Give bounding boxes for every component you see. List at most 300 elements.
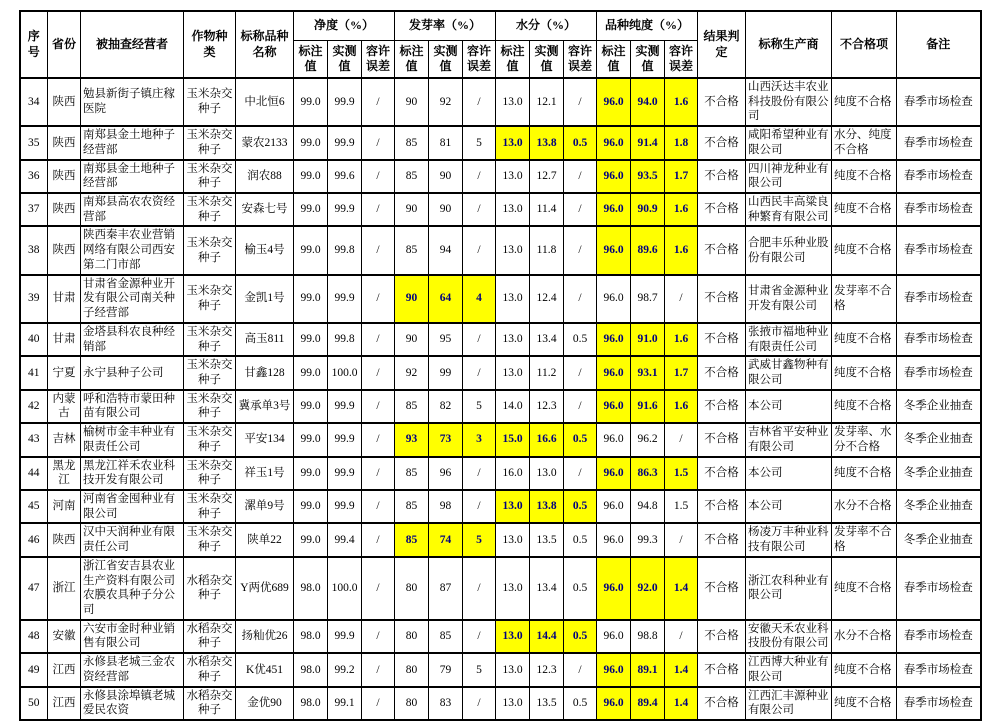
cell-producer: 本公司	[746, 457, 832, 490]
cell-producer: 甘肃省金源种业开发有限公司	[746, 275, 832, 323]
cell-purity-tolerance: /	[362, 126, 395, 159]
cell-crop: 玉米杂交种子	[184, 275, 236, 323]
cell-purity-tolerance: /	[362, 226, 395, 274]
cell-germination-tolerance: 5	[463, 523, 496, 556]
cell-variety: Y两优689	[236, 557, 294, 620]
cell-crop: 玉米杂交种子	[184, 126, 236, 159]
cell-serial: 48	[20, 620, 48, 653]
cell-purity-measured: 99.8	[328, 323, 362, 356]
cell-producer: 山西民丰高粱良种繁育有限公司	[746, 193, 832, 226]
cell-note: 春季市场检查	[897, 126, 981, 159]
cell-germination-measured: 90	[429, 193, 463, 226]
table-row	[20, 323, 981, 356]
cell-variety: 金凯1号	[236, 275, 294, 323]
cell-purity-tolerance: /	[362, 78, 395, 126]
cell-germination-tolerance: 5	[463, 653, 496, 686]
cell-operator: 南郑县金土地种子经营部	[81, 126, 184, 159]
cell-purity-measured: 99.1	[328, 687, 362, 720]
cell-variety-purity-measured: 94.8	[631, 490, 665, 523]
header-germination-labeled: 标注值	[395, 41, 429, 79]
cell-moisture-labeled: 13.0	[496, 126, 530, 159]
cell-moisture-measured: 16.6	[530, 423, 564, 456]
cell-moisture-labeled: 15.0	[496, 423, 530, 456]
cell-moisture-labeled: 13.0	[496, 490, 530, 523]
cell-germination-tolerance: /	[463, 557, 496, 620]
cell-moisture-measured: 11.2	[530, 356, 564, 389]
cell-germination-measured: 96	[429, 457, 463, 490]
cell-variety-purity-measured: 90.9	[631, 193, 665, 226]
cell-moisture-measured: 13.5	[530, 687, 564, 720]
cell-result: 不合格	[698, 226, 746, 274]
cell-producer: 山西沃达丰农业科技股份有限公司	[746, 78, 832, 126]
cell-germination-measured: 83	[429, 687, 463, 720]
cell-moisture-tolerance: 0.5	[564, 523, 597, 556]
cell-variety: 扬籼优26	[236, 620, 294, 653]
cell-result: 不合格	[698, 523, 746, 556]
table-row	[20, 423, 981, 456]
cell-moisture-measured: 12.3	[530, 653, 564, 686]
cell-germination-labeled: 85	[395, 457, 429, 490]
cell-purity-measured: 99.2	[328, 653, 362, 686]
cell-province: 宁夏	[48, 356, 81, 389]
cell-germination-tolerance: 4	[463, 275, 496, 323]
cell-variety-purity-measured: 89.4	[631, 687, 665, 720]
cell-crop: 玉米杂交种子	[184, 226, 236, 274]
cell-germination-measured: 92	[429, 78, 463, 126]
cell-variety: 金优90	[236, 687, 294, 720]
cell-germination-labeled: 90	[395, 323, 429, 356]
cell-province: 陕西	[48, 160, 81, 193]
cell-germination-tolerance: 3	[463, 423, 496, 456]
cell-purity-labeled: 99.0	[294, 126, 328, 159]
cell-fail-items: 纯度不合格	[832, 557, 897, 620]
cell-moisture-tolerance: /	[564, 160, 597, 193]
cell-variety-purity-tolerance: 1.5	[665, 457, 698, 490]
cell-variety-purity-labeled: 96.0	[597, 457, 631, 490]
cell-operator: 南郑县金土地种子经营部	[81, 160, 184, 193]
cell-purity-tolerance: /	[362, 620, 395, 653]
header-moisture-measured: 实测值	[530, 41, 564, 79]
cell-operator: 甘肃省金源种业开发有限公司南关种子经营部	[81, 275, 184, 323]
cell-crop: 水稻杂交种子	[184, 620, 236, 653]
cell-serial: 43	[20, 423, 48, 456]
cell-purity-tolerance: /	[362, 490, 395, 523]
cell-crop: 玉米杂交种子	[184, 193, 236, 226]
cell-moisture-measured: 13.8	[530, 126, 564, 159]
cell-variety-purity-tolerance: 1.6	[665, 193, 698, 226]
cell-note: 春季市场检查	[897, 356, 981, 389]
header-variety-purity-labeled: 标注值	[597, 41, 631, 79]
cell-purity-labeled: 99.0	[294, 390, 328, 423]
cell-crop: 玉米杂交种子	[184, 423, 236, 456]
cell-fail-items: 纯度不合格	[832, 226, 897, 274]
cell-serial: 44	[20, 457, 48, 490]
cell-operator: 汉中天润种业有限责任公司	[81, 523, 184, 556]
cell-variety-purity-tolerance: 1.4	[665, 687, 698, 720]
cell-germination-labeled: 85	[395, 390, 429, 423]
cell-moisture-tolerance: 0.5	[564, 687, 597, 720]
cell-purity-labeled: 99.0	[294, 356, 328, 389]
cell-province: 陕西	[48, 226, 81, 274]
cell-producer: 杨凌万丰种业科技有限公司	[746, 523, 832, 556]
cell-variety: 平安134	[236, 423, 294, 456]
cell-serial: 49	[20, 653, 48, 686]
cell-variety-purity-labeled: 96.0	[597, 523, 631, 556]
table-row	[20, 356, 981, 389]
header-purity-tolerance: 容许误差	[362, 41, 395, 79]
cell-variety: 蒙农2133	[236, 126, 294, 159]
cell-variety-purity-measured: 99.3	[631, 523, 665, 556]
cell-serial: 45	[20, 490, 48, 523]
cell-province: 黑龙江	[48, 457, 81, 490]
cell-province: 江西	[48, 653, 81, 686]
cell-purity-measured: 99.9	[328, 620, 362, 653]
cell-germination-tolerance: /	[463, 323, 496, 356]
cell-purity-labeled: 99.0	[294, 275, 328, 323]
cell-purity-labeled: 99.0	[294, 523, 328, 556]
cell-note: 冬季企业抽查	[897, 390, 981, 423]
cell-germination-measured: 90	[429, 160, 463, 193]
cell-producer: 武威甘鑫物种有限公司	[746, 356, 832, 389]
cell-operator: 南郑县高农农资经营部	[81, 193, 184, 226]
table-row	[20, 653, 981, 686]
cell-purity-measured: 99.8	[328, 226, 362, 274]
cell-variety-purity-labeled: 96.0	[597, 620, 631, 653]
cell-variety-purity-measured: 91.4	[631, 126, 665, 159]
cell-germination-measured: 79	[429, 653, 463, 686]
cell-note: 冬季企业抽查	[897, 423, 981, 456]
cell-variety: 润农88	[236, 160, 294, 193]
cell-variety-purity-tolerance: 1.4	[665, 653, 698, 686]
cell-moisture-measured: 13.0	[530, 457, 564, 490]
cell-variety-purity-tolerance: /	[665, 275, 698, 323]
cell-germination-labeled: 85	[395, 126, 429, 159]
cell-producer: 本公司	[746, 390, 832, 423]
cell-germination-measured: 81	[429, 126, 463, 159]
cell-germination-measured: 95	[429, 323, 463, 356]
cell-moisture-measured: 13.8	[530, 490, 564, 523]
cell-purity-tolerance: /	[362, 423, 395, 456]
cell-germination-measured: 87	[429, 557, 463, 620]
cell-variety-purity-tolerance: /	[665, 620, 698, 653]
cell-purity-tolerance: /	[362, 523, 395, 556]
cell-variety: 高玉811	[236, 323, 294, 356]
cell-germination-labeled: 85	[395, 523, 429, 556]
cell-moisture-measured: 13.4	[530, 323, 564, 356]
cell-purity-measured: 99.4	[328, 523, 362, 556]
cell-crop: 玉米杂交种子	[184, 356, 236, 389]
cell-variety-purity-tolerance: 1.4	[665, 557, 698, 620]
cell-moisture-measured: 12.1	[530, 78, 564, 126]
cell-germination-tolerance: /	[463, 356, 496, 389]
cell-moisture-tolerance: /	[564, 226, 597, 274]
cell-note: 春季市场检查	[897, 275, 981, 323]
cell-variety-purity-tolerance: /	[665, 423, 698, 456]
cell-germination-measured: 64	[429, 275, 463, 323]
cell-crop: 玉米杂交种子	[184, 523, 236, 556]
cell-moisture-tolerance: 0.5	[564, 620, 597, 653]
cell-variety-purity-labeled: 96.0	[597, 160, 631, 193]
cell-operator: 永修县老城三金农资经营部	[81, 653, 184, 686]
cell-result: 不合格	[698, 356, 746, 389]
cell-serial: 37	[20, 193, 48, 226]
cell-moisture-labeled: 13.0	[496, 275, 530, 323]
cell-crop: 水稻杂交种子	[184, 653, 236, 686]
cell-producer: 本公司	[746, 490, 832, 523]
table-row	[20, 126, 981, 159]
cell-operator: 榆树市金丰种业有限责任公司	[81, 423, 184, 456]
cell-moisture-labeled: 13.0	[496, 193, 530, 226]
cell-moisture-tolerance: /	[564, 275, 597, 323]
cell-result: 不合格	[698, 687, 746, 720]
cell-note: 春季市场检查	[897, 193, 981, 226]
cell-purity-labeled: 99.0	[294, 78, 328, 126]
cell-germination-tolerance: /	[463, 620, 496, 653]
cell-moisture-labeled: 13.0	[496, 523, 530, 556]
cell-purity-measured: 99.9	[328, 126, 362, 159]
cell-variety: 祥玉1号	[236, 457, 294, 490]
cell-note: 春季市场检查	[897, 653, 981, 686]
cell-serial: 39	[20, 275, 48, 323]
cell-variety-purity-measured: 96.2	[631, 423, 665, 456]
cell-moisture-labeled: 13.0	[496, 653, 530, 686]
table-row	[20, 620, 981, 653]
cell-moisture-tolerance: 0.5	[564, 323, 597, 356]
header-purity-labeled: 标注值	[294, 41, 328, 79]
cell-variety-purity-tolerance: 1.6	[665, 78, 698, 126]
cell-serial: 47	[20, 557, 48, 620]
header-variety-purity-measured: 实测值	[631, 41, 665, 79]
cell-note: 春季市场检查	[897, 557, 981, 620]
cell-result: 不合格	[698, 78, 746, 126]
header-fail-items: 不合格项	[832, 11, 897, 78]
cell-note: 冬季企业抽查	[897, 457, 981, 490]
cell-moisture-tolerance: 0.5	[564, 490, 597, 523]
table-header	[20, 11, 981, 78]
cell-germination-tolerance: /	[463, 490, 496, 523]
cell-operator: 金塔县科农良种经销部	[81, 323, 184, 356]
cell-operator: 陕西秦丰农业营销网络有限公司西安第二门市部	[81, 226, 184, 274]
cell-moisture-labeled: 13.0	[496, 78, 530, 126]
cell-province: 内蒙古	[48, 390, 81, 423]
cell-province: 陕西	[48, 78, 81, 126]
cell-variety-purity-labeled: 96.0	[597, 423, 631, 456]
cell-result: 不合格	[698, 193, 746, 226]
header-germination-group: 发芽率（%）	[395, 11, 496, 41]
cell-note: 春季市场检查	[897, 620, 981, 653]
cell-purity-tolerance: /	[362, 160, 395, 193]
cell-moisture-tolerance: /	[564, 653, 597, 686]
cell-purity-measured: 99.9	[328, 490, 362, 523]
cell-variety-purity-labeled: 96.0	[597, 557, 631, 620]
cell-province: 河南	[48, 490, 81, 523]
cell-purity-labeled: 99.0	[294, 160, 328, 193]
cell-purity-labeled: 99.0	[294, 423, 328, 456]
cell-fail-items: 发芽率不合格	[832, 523, 897, 556]
cell-variety-purity-measured: 93.5	[631, 160, 665, 193]
header-moisture-tolerance: 容许误差	[564, 41, 597, 79]
table-row	[20, 687, 981, 720]
cell-fail-items: 纯度不合格	[832, 653, 897, 686]
cell-variety-purity-measured: 98.8	[631, 620, 665, 653]
cell-fail-items: 纯度不合格	[832, 323, 897, 356]
cell-germination-measured: 73	[429, 423, 463, 456]
cell-result: 不合格	[698, 390, 746, 423]
cell-variety-purity-measured: 91.6	[631, 390, 665, 423]
cell-producer: 合肥丰乐种业股份有限公司	[746, 226, 832, 274]
table-row	[20, 490, 981, 523]
table-row	[20, 275, 981, 323]
header-purity-group: 净度（%）	[294, 11, 395, 41]
cell-moisture-labeled: 13.0	[496, 356, 530, 389]
cell-serial: 42	[20, 390, 48, 423]
table-row	[20, 457, 981, 490]
table-row	[20, 193, 981, 226]
cell-variety-purity-measured: 92.0	[631, 557, 665, 620]
cell-variety-purity-labeled: 96.0	[597, 490, 631, 523]
cell-purity-measured: 100.0	[328, 356, 362, 389]
cell-purity-labeled: 99.0	[294, 490, 328, 523]
cell-variety-purity-measured: 89.6	[631, 226, 665, 274]
table-row	[20, 160, 981, 193]
cell-province: 吉林	[48, 423, 81, 456]
cell-germination-labeled: 80	[395, 687, 429, 720]
cell-operator: 呼和浩特市蒙田种苗有限公司	[81, 390, 184, 423]
cell-variety: 漯单9号	[236, 490, 294, 523]
cell-note: 冬季企业抽查	[897, 490, 981, 523]
cell-note: 冬季企业抽查	[897, 523, 981, 556]
cell-variety: 冀承单3号	[236, 390, 294, 423]
cell-germination-tolerance: /	[463, 457, 496, 490]
cell-crop: 玉米杂交种子	[184, 160, 236, 193]
cell-producer: 江西汇丰源种业有限公司	[746, 687, 832, 720]
cell-variety: 榆玉4号	[236, 226, 294, 274]
table-row	[20, 226, 981, 274]
cell-fail-items: 纯度不合格	[832, 390, 897, 423]
cell-purity-measured: 99.9	[328, 423, 362, 456]
cell-moisture-tolerance: 0.5	[564, 557, 597, 620]
cell-crop: 玉米杂交种子	[184, 78, 236, 126]
cell-variety-purity-tolerance: 1.6	[665, 226, 698, 274]
cell-moisture-measured: 13.5	[530, 523, 564, 556]
cell-moisture-labeled: 16.0	[496, 457, 530, 490]
cell-province: 浙江	[48, 557, 81, 620]
cell-moisture-labeled: 13.0	[496, 226, 530, 274]
cell-germination-measured: 94	[429, 226, 463, 274]
cell-variety-purity-labeled: 96.0	[597, 323, 631, 356]
header-province: 省份	[48, 11, 81, 78]
cell-result: 不合格	[698, 490, 746, 523]
cell-germination-labeled: 85	[395, 490, 429, 523]
cell-purity-labeled: 99.0	[294, 323, 328, 356]
cell-fail-items: 水分不合格	[832, 620, 897, 653]
cell-variety-purity-measured: 89.1	[631, 653, 665, 686]
cell-variety-purity-labeled: 96.0	[597, 78, 631, 126]
cell-serial: 40	[20, 323, 48, 356]
cell-germination-measured: 74	[429, 523, 463, 556]
cell-producer: 安徽天禾农业科技股份有限公司	[746, 620, 832, 653]
cell-moisture-labeled: 13.0	[496, 160, 530, 193]
cell-germination-tolerance: /	[463, 78, 496, 126]
cell-variety-purity-labeled: 96.0	[597, 653, 631, 686]
cell-germination-labeled: 80	[395, 653, 429, 686]
cell-province: 江西	[48, 687, 81, 720]
header-moisture-labeled: 标注值	[496, 41, 530, 79]
cell-producer: 江西博大种业有限公司	[746, 653, 832, 686]
cell-germination-labeled: 90	[395, 275, 429, 323]
cell-province: 陕西	[48, 193, 81, 226]
header-result: 结果判定	[698, 11, 746, 78]
header-germination-measured: 实测值	[429, 41, 463, 79]
header-moisture-group: 水分（%）	[496, 11, 597, 41]
cell-crop: 玉米杂交种子	[184, 390, 236, 423]
table-body	[20, 78, 981, 720]
cell-operator: 永修县涂埠镇老城爱民农资	[81, 687, 184, 720]
cell-producer: 浙江农科种业有限公司	[746, 557, 832, 620]
table-row	[20, 557, 981, 620]
header-purity-measured: 实测值	[328, 41, 362, 79]
cell-purity-labeled: 99.0	[294, 457, 328, 490]
cell-note: 春季市场检查	[897, 226, 981, 274]
cell-purity-measured: 99.9	[328, 193, 362, 226]
cell-variety-purity-tolerance: 1.8	[665, 126, 698, 159]
cell-moisture-measured: 11.4	[530, 193, 564, 226]
cell-germination-labeled: 85	[395, 160, 429, 193]
cell-purity-tolerance: /	[362, 356, 395, 389]
cell-variety: 陕单22	[236, 523, 294, 556]
cell-germination-labeled: 92	[395, 356, 429, 389]
cell-moisture-tolerance: /	[564, 457, 597, 490]
cell-result: 不合格	[698, 557, 746, 620]
cell-germination-tolerance: /	[463, 687, 496, 720]
cell-germination-tolerance: 5	[463, 390, 496, 423]
cell-fail-items: 纯度不合格	[832, 687, 897, 720]
cell-result: 不合格	[698, 126, 746, 159]
cell-germination-labeled: 80	[395, 557, 429, 620]
cell-germination-labeled: 90	[395, 78, 429, 126]
cell-variety-purity-measured: 94.0	[631, 78, 665, 126]
cell-crop: 玉米杂交种子	[184, 323, 236, 356]
cell-result: 不合格	[698, 275, 746, 323]
cell-moisture-tolerance: /	[564, 78, 597, 126]
cell-fail-items: 纯度不合格	[832, 78, 897, 126]
cell-producer: 咸阳希望种业有限公司	[746, 126, 832, 159]
cell-variety-purity-tolerance: 1.5	[665, 490, 698, 523]
cell-moisture-measured: 11.8	[530, 226, 564, 274]
cell-purity-tolerance: /	[362, 457, 395, 490]
cell-serial: 50	[20, 687, 48, 720]
table-row	[20, 78, 981, 126]
cell-operator: 黑龙江祥禾农业科技开发有限公司	[81, 457, 184, 490]
header-operator: 被抽查经营者	[81, 11, 184, 78]
cell-moisture-labeled: 13.0	[496, 687, 530, 720]
cell-variety-purity-labeled: 96.0	[597, 687, 631, 720]
header-variety-purity-tolerance: 容许误差	[665, 41, 698, 79]
cell-variety-purity-labeled: 96.0	[597, 126, 631, 159]
cell-crop: 水稻杂交种子	[184, 687, 236, 720]
cell-province: 甘肃	[48, 275, 81, 323]
cell-moisture-labeled: 13.0	[496, 323, 530, 356]
cell-crop: 玉米杂交种子	[184, 490, 236, 523]
cell-variety-purity-tolerance: 1.6	[665, 323, 698, 356]
cell-germination-labeled: 85	[395, 226, 429, 274]
cell-moisture-tolerance: /	[564, 193, 597, 226]
cell-purity-tolerance: /	[362, 275, 395, 323]
cell-fail-items: 纯度不合格	[832, 356, 897, 389]
cell-germination-tolerance: 5	[463, 126, 496, 159]
header-germination-tolerance: 容许误差	[463, 41, 496, 79]
cell-crop: 玉米杂交种子	[184, 457, 236, 490]
